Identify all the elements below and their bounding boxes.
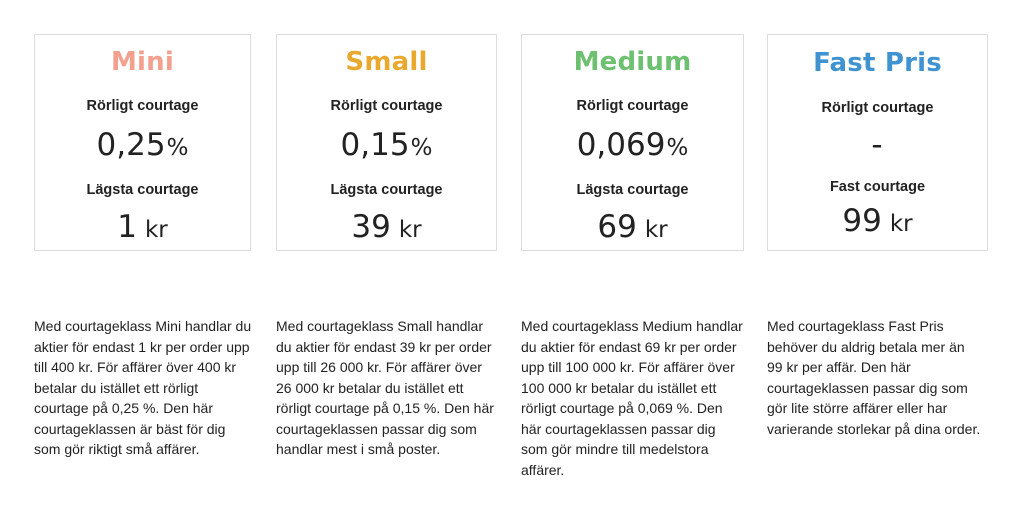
variable-courtage-value [35,125,250,170]
variable-courtage-number: 0,25 [96,127,166,163]
min-courtage-number: 39 [351,209,391,245]
variable-courtage-number: 0,069 [576,127,666,163]
plan-description: Med courtageklass Mini handlar du aktier för endast 1 kr per order upp till 400 kr. För affärer över 400 kr betalar du istället ett rörligt courtage på 0,25 %. Den här courtageklassen är bäst för dig som gör riktigt små affärer. [34,318,252,457]
min-courtage-label: Lägsta courtage [330,182,443,198]
variable-courtage-label: Rörligt courtage [86,98,199,114]
variable-courtage-unit: % [166,135,189,161]
plan-column-fast-pris [767,0,989,525]
plan-title: Small [345,47,428,77]
min-courtage-value [522,207,743,252]
variable-courtage-number: - [871,127,883,163]
min-courtage-unit: kr [398,217,422,243]
min-courtage-value [277,207,496,252]
fixed-courtage-number: 99 [842,203,882,239]
variable-courtage-value [277,125,496,170]
fixed-courtage-value [768,201,987,246]
variable-courtage-unit: % [666,135,689,161]
plan-column-medium [521,0,745,525]
plan-card-fast-pris [767,34,988,251]
variable-courtage-number: 0,15 [340,127,410,163]
min-courtage-label: Lägsta courtage [86,182,199,198]
plan-card-medium [521,34,744,251]
fixed-courtage-unit: kr [889,211,913,237]
variable-courtage-value [768,125,987,170]
min-courtage-unit: kr [644,217,668,243]
plan-description: Med courtageklass Medium handlar du aktier för endast 69 kr per order upp till 100 000 kr. För affärer över 100 000 kr betalar du istället ett rörligt courtage på 0,069 %. Den här courtageklassen passar dig som gör mindre till medelstora affärer. [521,318,743,478]
plan-column-mini [34,0,252,525]
min-courtage-value [35,207,250,252]
min-courtage-unit: kr [144,217,168,243]
min-courtage-number: 69 [597,209,637,245]
plan-description: Med courtageklass Fast Pris behöver du aldrig betala mer än 99 kr per affär. Den här courtageklassen passar dig som gör lite större affärer eller har varierande storlekar på dina order. [767,318,981,437]
fixed-courtage-label: Fast courtage [829,179,926,195]
min-courtage-label: Lägsta courtage [576,182,689,198]
variable-courtage-label: Rörligt courtage [330,98,443,114]
plan-card-mini [34,34,251,251]
variable-courtage-label: Rörligt courtage [821,100,934,116]
variable-courtage-unit: % [410,135,433,161]
plan-title: Mini [110,47,174,77]
min-courtage-number: 1 [117,209,137,245]
plan-title: Medium [573,47,692,77]
variable-courtage-value [522,125,743,170]
plan-title: Fast Pris [813,48,942,78]
plan-description: Med courtageklass Small handlar du aktier för endast 39 kr per order upp till 26 000 kr. För affärer över 26 000 kr betalar du istället ett rörligt courtage på 0,15 %. Den här courtageklassen passar dig som handlar mest i små poster. [276,318,494,457]
variable-courtage-label: Rörligt courtage [576,98,689,114]
plan-card-small [276,34,497,251]
plan-column-small [276,0,498,525]
